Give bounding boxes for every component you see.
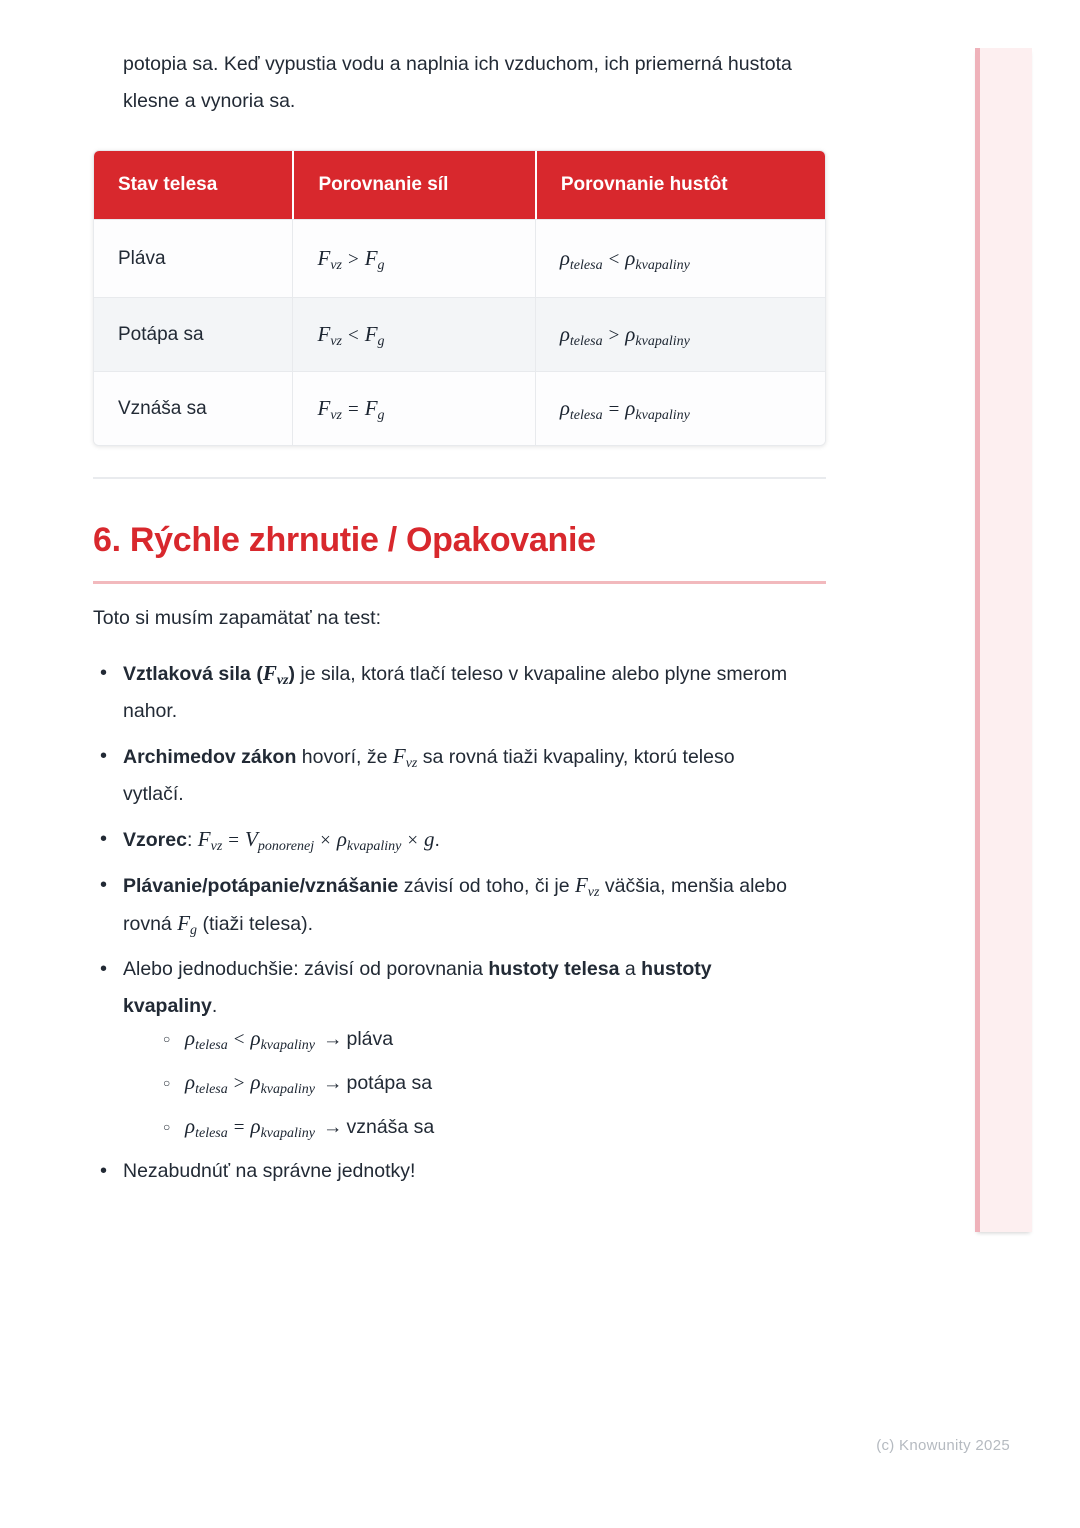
buoyancy-equation: $F_{vz} = V_{ponorenej} \times \rho_{kvapaliny} \times g$ [197, 827, 435, 854]
table-header-densities: Porovnanie hustôt [535, 151, 825, 219]
summary-list [93, 655, 793, 1190]
density-formula: $\rho_{telesa} > \rho_{kvapaliny}$ [185, 1070, 315, 1097]
list-item-float-sink-hover: • Plávanie/potápanie/vznášanie závisí od toho, či je $F_{vz}$ väčšia, menšia alebo rovná $F_g$ (tiaži telesa). [93, 867, 793, 943]
force-formula: $F_{vz} < F_g$ [317, 322, 385, 349]
section-heading: 6. Rýchle zhrnutie / Opakovanie [93, 521, 596, 559]
table-row [94, 297, 825, 371]
note-paragraph: Toto si musím zapamätať na test: [93, 607, 382, 629]
list-item-density-comparison: • Alebo jednoduchšie: závisí od porovnania hustoty telesa a hustoty kvapaliny. ○ $\rho_{telesa} < \rho_{kvapaliny}$ → pláva ○ $\rho_{telesa} > \rho_{kvapaliny}$ → potápa sa ○ $\rho_{telesa} = \rho_{kvapaliny}$ → vznáša sa [93, 951, 793, 1145]
force-formula: $F_{vz} > F_g$ [317, 246, 385, 273]
force-formula: $F_{vz} = F_g$ [317, 396, 385, 423]
density-formula: $\rho_{telesa} < \rho_{kvapaliny}$ [185, 1026, 315, 1053]
cell-state: Potápa sa [118, 323, 204, 345]
cell-force-formula [292, 298, 534, 371]
fvz-formula: $F_{vz}$ [262, 661, 289, 688]
buoyancy-comparison-table [93, 150, 826, 446]
heading-underline [93, 581, 826, 584]
copyright-footer: (c) Knowunity 2025 [876, 1437, 1010, 1454]
list-item-buoyant-force: • Vztlaková sila $(F_{vz})$ je sila, ktorá tlačí teleso v kvapaline alebo plyne smerom nahor. [93, 655, 793, 730]
sub-item-floats: ○ $\rho_{telesa} < \rho_{kvapaliny}$ → pláva [123, 1021, 793, 1057]
cell-state: Pláva [118, 247, 166, 269]
arrow-right-icon: → [322, 1116, 343, 1138]
arrow-right-icon: → [322, 1028, 343, 1050]
section-divider [93, 477, 826, 479]
cell-density-formula [535, 298, 825, 371]
fvz-formula: $F_{vz}$ [392, 744, 418, 771]
density-formula: $\rho_{telesa} = \rho_{kvapaliny}$ [559, 396, 690, 423]
arrow-right-icon: → [322, 1072, 343, 1094]
cell-density-formula [535, 220, 825, 297]
table-row [94, 219, 825, 297]
fvz-formula: $F_{vz}$ [574, 873, 600, 900]
density-formula: $\rho_{telesa} < \rho_{kvapaliny}$ [559, 246, 690, 273]
list-item-units-reminder: • Nezabudnúť na správne jednotky! [93, 1153, 793, 1190]
sub-item-sinks: ○ $\rho_{telesa} > \rho_{kvapaliny}$ → potápa sa [123, 1065, 793, 1101]
cell-state: Vznáša sa [118, 397, 207, 419]
cell-force-formula [292, 372, 534, 445]
density-formula: $\rho_{telesa} > \rho_{kvapaliny}$ [559, 322, 690, 349]
sub-item-hovers: ○ $\rho_{telesa} = \rho_{kvapaliny}$ → vznáša sa [123, 1109, 793, 1145]
fg-formula: $F_g$ [177, 911, 198, 938]
density-formula: $\rho_{telesa} = \rho_{kvapaliny}$ [185, 1114, 315, 1141]
table-row [94, 371, 825, 445]
table-header-state: Stav telesa [118, 174, 218, 195]
list-item-archimedes-law: • Archimedov zákon hovorí, že $F_{vz}$ sa rovná tiaži kvapaliny, ktorú teleso vytlačí. [93, 738, 793, 813]
document-content [93, 46, 826, 1198]
table-header-forces: Porovnanie síl [292, 151, 534, 219]
page-edge-decoration [975, 48, 1032, 1232]
intro-paragraph: potopia sa. Keď vypustia vodu a naplnia ich vzduchom, ich priemerná hustota klesne a vynoria sa. [123, 53, 792, 112]
list-item-formula: • Vzorec: $F_{vz} = V_{ponorenej} \times \rho_{kvapaliny} \times g$. [93, 821, 793, 859]
cell-force-formula [292, 220, 534, 297]
table-header-row [94, 151, 825, 219]
density-cases-list [123, 1021, 793, 1145]
cell-density-formula [535, 372, 825, 445]
